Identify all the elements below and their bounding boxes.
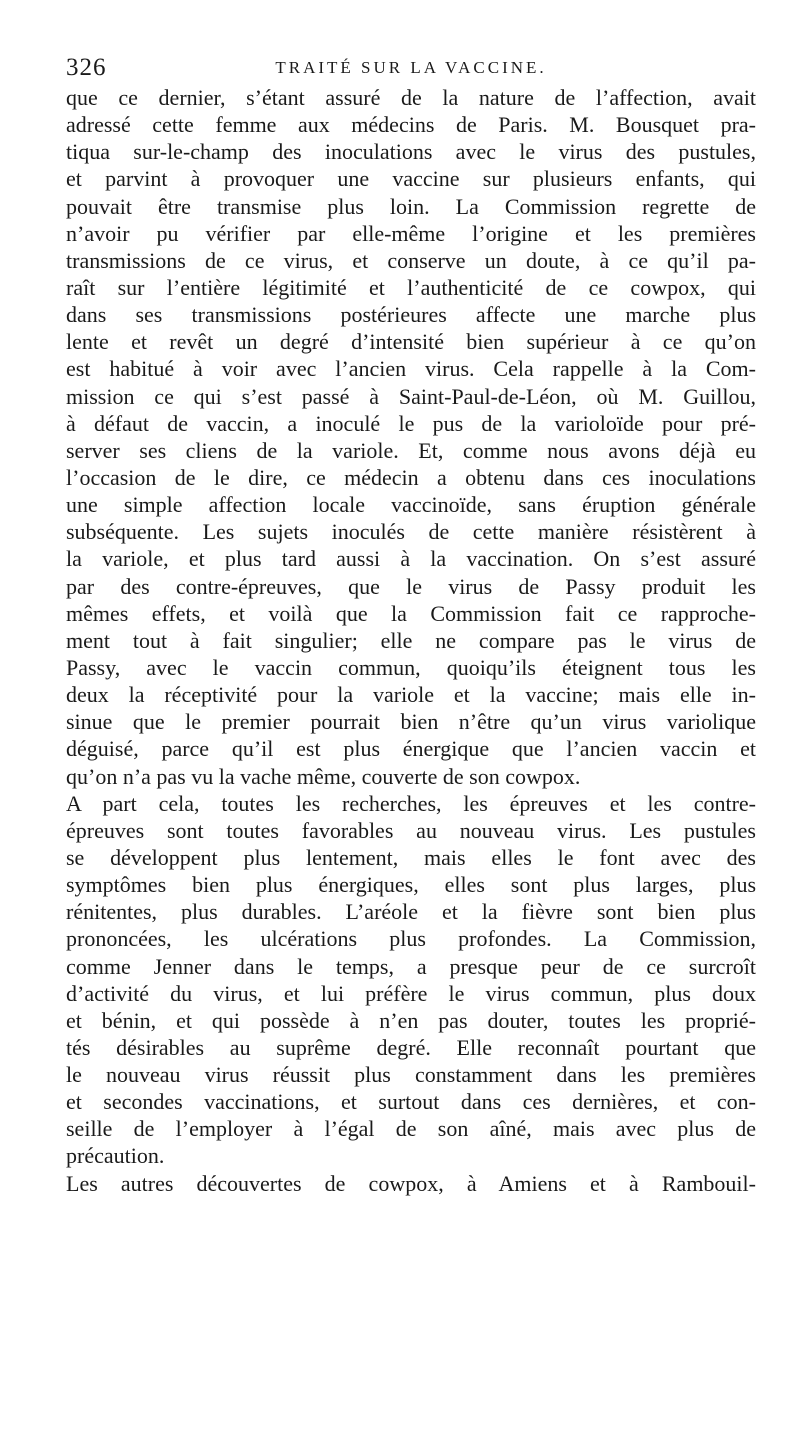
text-line: et secondes vaccinations, et surtout dans ces dernières, et con-	[66, 1089, 756, 1115]
text-line: A part cela, toutes les recherches, les épreuves et les contre-	[66, 790, 756, 816]
text-line: sinue que le premier pourrait bien n’être qu’un virus variolique	[66, 709, 756, 735]
running-head	[66, 54, 756, 84]
text-line: mission ce qui s’est passé à Saint-Paul-de-Léon, où M. Guillou,	[66, 383, 756, 409]
text-line: Les autres découvertes de cowpox, à Amiens et à Rambouil-	[66, 1170, 756, 1196]
text-line: se développent plus lentement, mais elles le font avec des	[66, 844, 756, 870]
text-line: d’activité du virus, et lui préfère le virus commun, plus doux	[66, 980, 756, 1006]
text-line: symptômes bien plus énergiques, elles sont plus larges, plus	[66, 872, 756, 898]
text-line: déguisé, parce qu’il est plus énergique que l’ancien vaccin et	[66, 736, 756, 762]
text-line: qu’on n’a pas vu la vache même, couverte de son cowpox.	[66, 763, 581, 789]
text-line: épreuves sont toutes favorables au nouveau virus. Les pustules	[66, 817, 756, 843]
text-line: l’occasion de le dire, ce médecin a obtenu dans ces inoculations	[66, 464, 756, 490]
text-line: à défaut de vaccin, a inoculé le pus de la varioloïde pour pré-	[66, 410, 756, 436]
text-line: et parvint à provoquer une vaccine sur plusieurs enfants, qui	[66, 166, 756, 192]
text-line: la variole, et plus tard aussi à la vaccination. On s’est assuré	[66, 546, 756, 572]
text-line: mêmes effets, et voilà que la Commission fait ce rapproche-	[66, 600, 756, 626]
text-line: n’avoir pu vérifier par elle-même l’origine et les premières	[66, 220, 756, 246]
page-number: 326	[66, 54, 107, 81]
text-line: pouvait être transmise plus loin. La Commission regrette de	[66, 193, 756, 219]
text-line: subséquente. Les sujets inoculés de cette manière résistèrent à	[66, 519, 756, 545]
text-line: seille de l’employer à l’égal de son aîné, mais avec plus de	[66, 1116, 756, 1142]
text-line: dans ses transmissions postérieures affecte une marche plus	[66, 302, 756, 328]
text-line: prononcées, les ulcérations plus profondes. La Commission,	[66, 926, 756, 952]
text-line: Passy, avec le vaccin commun, quoiqu’ils éteignent tous les	[66, 654, 756, 680]
text-line: server ses cliens de la variole. Et, comme nous avons déjà eu	[66, 437, 756, 463]
text-line: par des contre-épreuves, que le virus de Passy produit les	[66, 573, 756, 599]
text-line: lente et revêt un degré d’intensité bien supérieur à ce qu’on	[66, 329, 756, 355]
text-line: transmissions de ce virus, et conserve un doute, à ce qu’il pa-	[66, 247, 756, 273]
text-line: ment tout à fait singulier; elle ne compare pas le virus de	[66, 627, 756, 653]
text-line: raît sur l’entière légitimité et l’authenticité de ce cowpox, qui	[66, 274, 756, 300]
text-line: tiqua sur-le-champ des inoculations avec le virus des pustules,	[66, 139, 756, 165]
text-line: le nouveau virus réussit plus constamment dans les premières	[66, 1062, 756, 1088]
text-line: tés désirables au suprême degré. Elle reconnaît pourtant que	[66, 1034, 756, 1060]
body-text	[66, 84, 756, 1197]
text-line: rénitentes, plus durables. L’aréole et la fièvre sont bien plus	[66, 899, 756, 925]
text-line: et bénin, et qui possède à n’en pas douter, toutes les proprié-	[66, 1007, 756, 1033]
text-line: précaution.	[66, 1143, 165, 1169]
running-title: TRAITÉ SUR LA VACCINE.	[275, 58, 547, 77]
text-line: est habitué à voir avec l’ancien virus. Cela rappelle à la Com-	[66, 356, 756, 382]
text-line: comme Jenner dans le temps, a presque peur de ce surcroît	[66, 953, 756, 979]
text-line: que ce dernier, s’étant assuré de la nature de l’affection, avait	[66, 85, 756, 110]
text-line: deux la réceptivité pour la variole et la vaccine; mais elle in-	[66, 682, 756, 708]
text-line: une simple affection locale vaccinoïde, sans éruption générale	[66, 492, 756, 518]
text-line: adressé cette femme aux médecins de Paris. M. Bousquet pra-	[66, 112, 756, 138]
